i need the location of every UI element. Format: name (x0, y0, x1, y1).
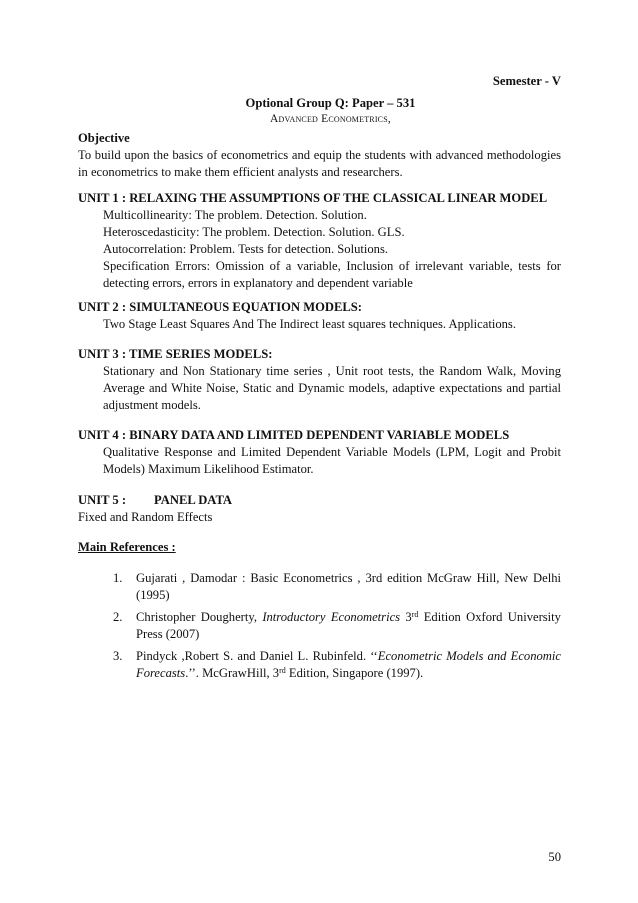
reference-number: 1. (113, 571, 123, 585)
unit-2-heading: UNIT 2 : SIMULTANEOUS EQUATION MODELS: (78, 300, 362, 314)
references-section (78, 539, 561, 556)
reference-author: Christopher Dougherty, (136, 610, 263, 624)
semester-label: Semester - V (492, 74, 561, 88)
unit-3-line-1: Stationary and Non Stationary time series , Unit root tests, the Random Walk, Moving Average and White Noise, Static and Dynamic models, adaptive expectations and partial adjustment models. (103, 364, 561, 412)
unit-1-line-2: Heteroscedasticity: The problem. Detection. Solution. GLS. (103, 225, 405, 239)
reference-rest: Edition Oxford University Press (2007) (136, 610, 561, 641)
unit-5-line-1: Fixed and Random Effects (78, 510, 213, 524)
unit-5-section (78, 492, 561, 526)
reference-number: 2. (113, 610, 123, 624)
reference-edition-sup: rd (279, 666, 286, 675)
reference-edition-number: 3 (400, 610, 412, 624)
references-heading: Main References : (78, 540, 176, 554)
objective-section (78, 130, 561, 181)
reference-text: Gujarati , Damodar : Basic Econometrics , 3rd edition McGraw Hill, New Delhi (1995) (136, 571, 561, 602)
course-subtitle (78, 111, 561, 128)
reference-item-2 (78, 609, 561, 643)
unit-5-heading (78, 492, 561, 509)
reference-title: Econometric Models and Economic Forecasts (136, 649, 561, 680)
page-number: 50 (548, 850, 561, 864)
unit-5-label: UNIT 5 : (78, 493, 127, 507)
unit-1-line-4: Specification Errors: Omission of a variable, Inclusion of irrelevant variable, tests for detecting errors, errors in explanatory and dependent variable (103, 259, 561, 290)
reference-title: Introductory Econometrics (262, 610, 401, 624)
reference-item-1 (78, 570, 561, 604)
reference-author: Pindyck ,Robert S. and Daniel L. Rubinfeld. ‘‘ (136, 649, 378, 663)
reference-edition-sup: rd (411, 610, 419, 619)
objective-text: To build upon the basics of econometrics and equip the students with advanced methodologies in econometrics to make them efficient analysts and researchers. (78, 148, 561, 179)
unit-4-section (78, 427, 561, 478)
objective-heading: Objective (78, 131, 130, 145)
unit-1-section (78, 190, 561, 292)
unit-2-line-1: Two Stage Least Squares And The Indirect least squares techniques. Applications. (103, 317, 516, 331)
unit-1-line-3: Autocorrelation: Problem. Tests for detection. Solutions. (103, 242, 389, 256)
course-subtitle-text: Advanced Econometrics, (270, 113, 391, 125)
references-list (78, 570, 561, 687)
reference-rest: Edition, Singapore (1997). (285, 666, 424, 680)
unit-1-heading: UNIT 1 : RELAXING THE ASSUMPTIONS OF THE CLASSICAL LINEAR MODEL (78, 191, 548, 205)
unit-5-title: PANEL DATA (154, 493, 233, 507)
unit-4-line-1: Qualitative Response and Limited Dependent Variable Models (LPM, Logit and Probit Models) Maximum Likelihood Estimator. (103, 445, 561, 476)
reference-number: 3. (113, 649, 123, 663)
reference-mid: .’’. McGrawHill, 3 (185, 666, 280, 680)
unit-3-section (78, 346, 561, 414)
unit-3-heading: UNIT 3 : TIME SERIES MODELS: (78, 347, 273, 361)
unit-2-section (78, 299, 561, 333)
unit-4-heading: UNIT 4 : BINARY DATA AND LIMITED DEPENDENT VARIABLE MODELS (78, 428, 510, 442)
paper-title: Optional Group Q: Paper – 531 (245, 96, 416, 110)
reference-item-3 (78, 648, 561, 682)
document-page (78, 0, 561, 903)
unit-1-line-1: Multicollinearity: The problem. Detection. Solution. (103, 208, 367, 222)
